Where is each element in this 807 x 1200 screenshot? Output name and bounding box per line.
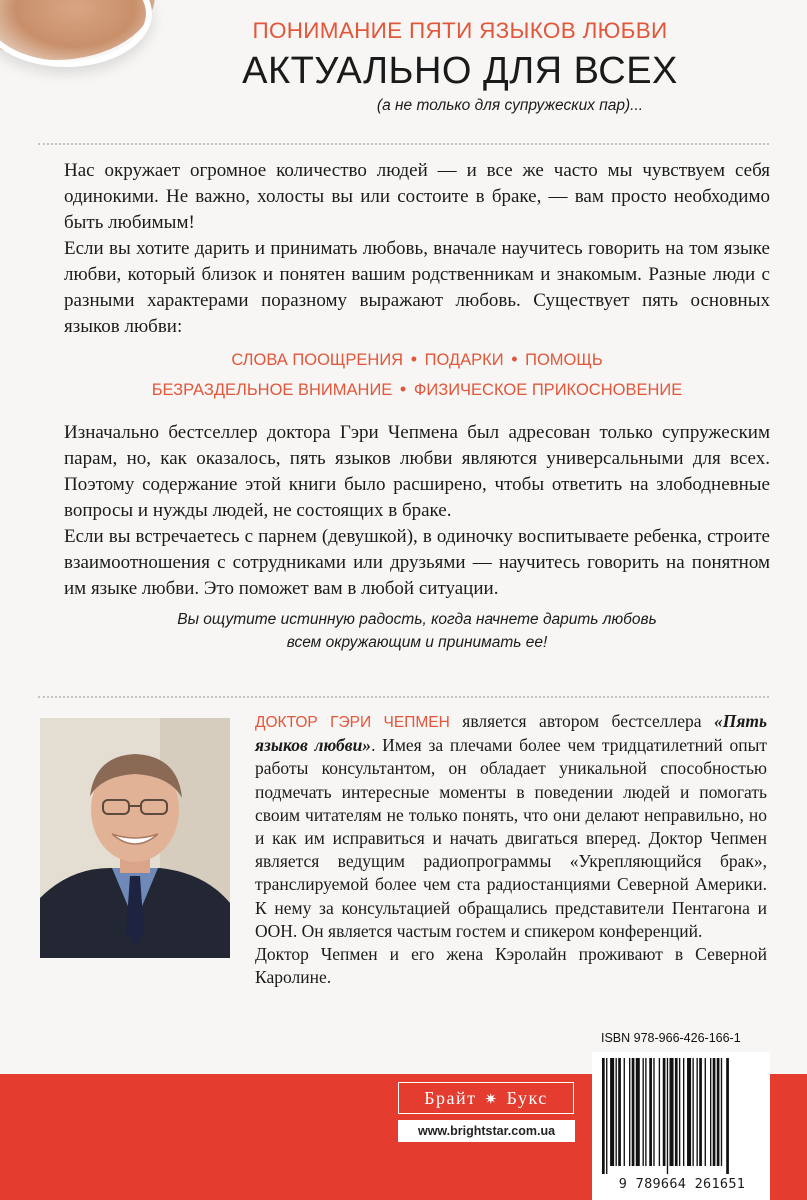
barcode-bar — [659, 1058, 660, 1166]
languages-row-2 — [64, 375, 770, 405]
quote-line-1: Вы ощутите истинную радость, когда начнете дарить любовь — [177, 611, 657, 628]
barcode-bar — [697, 1058, 698, 1166]
barcode-bar — [710, 1058, 711, 1166]
barcode-bar — [675, 1058, 678, 1166]
header — [160, 18, 760, 115]
subtitle: (а не только для супружеских пар)... — [376, 97, 644, 114]
language-item: ПОМОЩЬ — [525, 351, 603, 369]
separator-dot: • — [410, 349, 417, 369]
star-icon: ✷ — [484, 1092, 499, 1108]
bio-text-part2: . Имея за плечами более чем тридцатилетний опыт работы консультантом, он обладает уникальной способностью подмечать интересные моменты в поведении людей и помогать своим читателям не только понять, что они делают неправильно, но и как им исправиться и начать двигаться вперед. Доктор Чепмен является ведущим радиопрограммы «Укрепляющийся брак», транслируемой более чем ста радиостанциями Северной Америки. К нему за консультацией обращались представители Пентагона и ООН. Он является частым гостем и спикером конференций. — [255, 735, 767, 941]
barcode-bar — [670, 1058, 674, 1166]
intro-paragraph-2: Если вы хотите дарить и принимать любовь, вначале научитесь говорить на том языке любви, который близок и понятен вашим родственникам и знакомым. Разные люди с разными характерами поразному выражают любовь. Существует пять основных языков любви: — [64, 238, 770, 337]
barcode-bar — [649, 1058, 652, 1166]
divider-middle — [38, 696, 769, 698]
barcode-bar — [713, 1058, 716, 1166]
barcode-bar — [679, 1058, 680, 1166]
barcode-bar — [692, 1058, 693, 1166]
author-bio — [255, 710, 767, 989]
language-item: СЛОВА ПООЩРЕНИЯ — [231, 351, 404, 369]
bio-text-part1: является автором бестселлера — [449, 711, 714, 731]
barcode-bar — [726, 1058, 729, 1174]
quote-line-2: всем окружающим и принимать ее! — [286, 634, 548, 651]
book-title: «Пять языков любви» — [255, 711, 767, 756]
barcode-bars — [598, 1058, 764, 1174]
separator-dot: • — [399, 379, 407, 399]
barcode-bar — [687, 1058, 691, 1166]
body-text — [64, 420, 770, 602]
language-item: БЕЗРАЗДЕЛЬНОЕ ВНИМАНИЕ — [151, 381, 393, 399]
barcode-bar — [606, 1058, 607, 1174]
barcode-bar — [717, 1058, 720, 1166]
language-item: ФИЗИЧЕСКОЕ ПРИКОСНОВЕНИЕ — [413, 381, 683, 399]
barcode-bar — [618, 1058, 621, 1166]
separator-dot: • — [511, 349, 518, 369]
barcode — [592, 1052, 770, 1200]
barcode-bar — [667, 1058, 668, 1174]
author-photo — [40, 718, 230, 958]
bio-paragraph-2: Доктор Чепмен и его жена Кэролайн проживают в Северной Каролине. — [255, 944, 767, 988]
barcode-number: 9 789664 261651 — [618, 1176, 746, 1192]
barcode-bar — [632, 1058, 635, 1166]
isbn-label: ISBN 978-966-426-166-1 — [601, 1031, 741, 1045]
love-languages-list — [64, 345, 770, 405]
barcode-bar — [663, 1058, 666, 1166]
barcode-bar — [699, 1058, 702, 1166]
barcode-bar — [705, 1058, 706, 1166]
barcode-bar — [636, 1058, 640, 1166]
body-paragraph-2: Если вы встречаетесь с парнем (девушкой), в одиночку воспитываете ребенка, строите взаимоотношения с сотрудниками или друзьями — научитесь говорить на понятном им языке любви. Это поможет вам в любой ситуации. — [64, 526, 770, 599]
barcode-bar — [721, 1058, 722, 1166]
author-name: ДОКТОР ГЭРИ ЧЕПМЕН — [255, 714, 450, 731]
language-item: ПОДАРКИ — [424, 351, 504, 369]
supertitle: ПОНИМАНИЕ ПЯТИ ЯЗЫКОВ ЛЮБВИ — [252, 18, 668, 43]
body-paragraph-1: Изначально бестселлер доктора Гэри Чепмена был адресован только супружеским парам, но, как оказалось, пять языков любви являются универсальными для всех. Поэтому содержание этой книги было расширено, чтобы ответить на злободневные вопросы и нужды людей, не состоящих в браке. — [64, 422, 770, 521]
barcode-bar — [645, 1058, 646, 1166]
intro-paragraph-1: Нас окружает огромное количество людей — и все же часто мы чувствуем себя одинокими. Не важно, холосты вы или состоите в браке, — вам просто необходимо быть любимым! — [64, 160, 770, 233]
barcode-bar — [610, 1058, 614, 1166]
barcode-bar — [643, 1058, 644, 1166]
intro-text — [64, 158, 770, 340]
publisher-name-right: Букс — [506, 1088, 548, 1108]
barcode-bar — [629, 1058, 630, 1166]
publisher-logo — [398, 1082, 574, 1114]
barcode-bar — [653, 1058, 654, 1166]
quote — [64, 608, 770, 654]
barcode-bar — [683, 1058, 684, 1166]
barcode-bar — [616, 1058, 617, 1166]
author-portrait-illustration — [40, 718, 230, 958]
divider-top — [38, 143, 769, 145]
main-title: АКТУАЛЬНО ДЛЯ ВСЕХ — [242, 50, 678, 92]
bio-paragraph-1 — [255, 710, 767, 943]
coffee-cup-rim — [0, 0, 152, 67]
publisher-url: www.brightstar.com.ua — [398, 1120, 575, 1142]
barcode-bar — [602, 1058, 605, 1174]
publisher-name-left: Брайт — [424, 1088, 477, 1108]
barcode-bar — [624, 1058, 625, 1166]
languages-row-1 — [64, 345, 770, 375]
